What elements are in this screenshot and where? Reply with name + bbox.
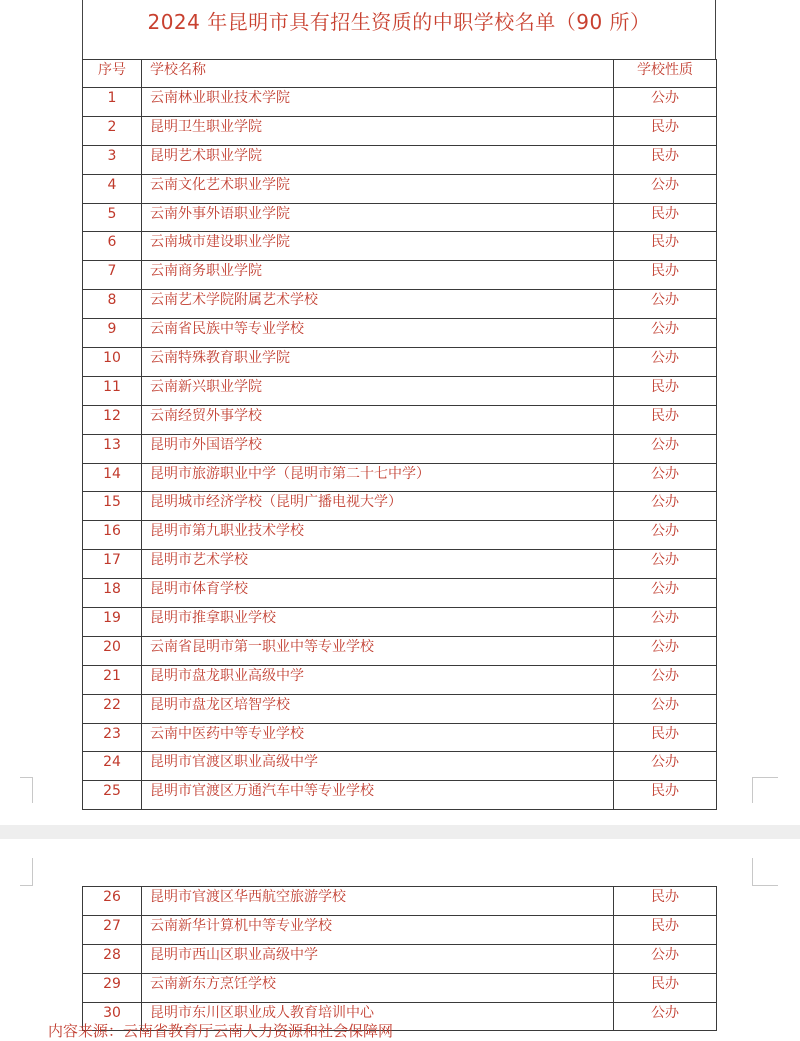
table-row <box>83 973 717 1002</box>
table-row <box>83 116 717 145</box>
school-type: 公办 <box>614 579 717 608</box>
document-title: 2024 年昆明市具有招生资质的中职学校名单（90 所） <box>147 10 651 34</box>
table-row <box>83 752 717 781</box>
row-no: 6 <box>83 232 142 261</box>
row-no: 19 <box>83 608 142 637</box>
school-name: 云南艺术学院附属艺术学校 <box>142 290 614 319</box>
school-name: 昆明市东川区职业成人教育培训中心 <box>142 1002 614 1031</box>
table-row <box>83 608 717 637</box>
school-name: 云南外事外语职业学院 <box>142 203 614 232</box>
table-row <box>83 88 717 117</box>
row-no: 7 <box>83 261 142 290</box>
school-type: 公办 <box>614 521 717 550</box>
school-name: 昆明市体育学校 <box>142 579 614 608</box>
school-type: 民办 <box>614 973 717 1002</box>
row-no: 11 <box>83 376 142 405</box>
table-row <box>83 376 717 405</box>
table-row <box>83 319 717 348</box>
school-name: 云南林业职业技术学院 <box>142 88 614 117</box>
page-corner-mark <box>752 858 778 886</box>
row-no: 18 <box>83 579 142 608</box>
table-row <box>83 232 717 261</box>
schools-table-page2 <box>82 886 717 1031</box>
school-type: 民办 <box>614 203 717 232</box>
school-name: 云南商务职业学院 <box>142 261 614 290</box>
school-type: 民办 <box>614 116 717 145</box>
row-no: 12 <box>83 405 142 434</box>
school-type: 民办 <box>614 261 717 290</box>
school-name: 昆明市推拿职业学校 <box>142 608 614 637</box>
table-row <box>83 665 717 694</box>
school-type: 公办 <box>614 636 717 665</box>
table-row <box>83 521 717 550</box>
table-row <box>83 261 717 290</box>
table-row <box>83 145 717 174</box>
school-name: 云南省昆明市第一职业中等专业学校 <box>142 636 614 665</box>
school-name: 昆明市艺术学校 <box>142 550 614 579</box>
table-row <box>83 463 717 492</box>
row-no: 20 <box>83 636 142 665</box>
table-row <box>83 290 717 319</box>
row-no: 4 <box>83 174 142 203</box>
row-no: 14 <box>83 463 142 492</box>
school-type: 民办 <box>614 915 717 944</box>
table-row <box>83 723 717 752</box>
school-type: 公办 <box>614 694 717 723</box>
school-type: 民办 <box>614 723 717 752</box>
page-corner-mark <box>752 777 778 803</box>
school-type: 民办 <box>614 887 717 916</box>
school-name: 昆明城市经济学校（昆明广播电视大学） <box>142 492 614 521</box>
school-type: 公办 <box>614 319 717 348</box>
school-name: 云南中医药中等专业学校 <box>142 723 614 752</box>
school-name: 昆明市官渡区华西航空旅游学校 <box>142 887 614 916</box>
table-row <box>83 174 717 203</box>
school-name: 云南新东方烹饪学校 <box>142 973 614 1002</box>
row-no: 28 <box>83 944 142 973</box>
table-row <box>83 579 717 608</box>
page-break <box>0 825 800 839</box>
row-no: 9 <box>83 319 142 348</box>
school-name: 昆明市官渡区职业高级中学 <box>142 752 614 781</box>
table-row <box>83 887 717 916</box>
table-row <box>83 550 717 579</box>
table-row <box>83 203 717 232</box>
school-type: 民办 <box>614 405 717 434</box>
table-row <box>83 636 717 665</box>
school-name: 云南省民族中等专业学校 <box>142 319 614 348</box>
table-row <box>83 492 717 521</box>
school-type: 公办 <box>614 434 717 463</box>
source-note: 内容来源：云南省教育厅云南人力资源和社会保障网 <box>48 1022 394 1040</box>
row-no: 2 <box>83 116 142 145</box>
table-row <box>83 944 717 973</box>
row-no: 23 <box>83 723 142 752</box>
school-type: 公办 <box>614 174 717 203</box>
school-name: 云南文化艺术职业学院 <box>142 174 614 203</box>
school-type: 民办 <box>614 376 717 405</box>
school-type: 公办 <box>614 492 717 521</box>
table-row <box>83 915 717 944</box>
school-type: 公办 <box>614 752 717 781</box>
school-type: 公办 <box>614 665 717 694</box>
row-no: 13 <box>83 434 142 463</box>
row-no: 29 <box>83 973 142 1002</box>
header-name: 学校名称 <box>142 60 614 88</box>
table-row <box>83 405 717 434</box>
header-type: 学校性质 <box>614 60 717 88</box>
school-name: 昆明市旅游职业中学（昆明市第二十七中学） <box>142 463 614 492</box>
school-name: 昆明卫生职业学院 <box>142 116 614 145</box>
school-type: 公办 <box>614 88 717 117</box>
school-name: 云南特殊教育职业学院 <box>142 348 614 377</box>
table-row <box>83 348 717 377</box>
table-row <box>83 781 717 810</box>
school-type: 公办 <box>614 290 717 319</box>
row-no: 5 <box>83 203 142 232</box>
school-type: 民办 <box>614 232 717 261</box>
row-no: 24 <box>83 752 142 781</box>
row-no: 1 <box>83 88 142 117</box>
school-type: 公办 <box>614 944 717 973</box>
school-type: 公办 <box>614 608 717 637</box>
title-box <box>82 0 716 59</box>
page-corner-mark <box>20 777 33 803</box>
school-type: 公办 <box>614 1002 717 1031</box>
table-header-row <box>83 60 717 88</box>
school-name: 昆明市官渡区万通汽车中等专业学校 <box>142 781 614 810</box>
school-type: 公办 <box>614 463 717 492</box>
school-type: 公办 <box>614 348 717 377</box>
school-name: 云南新兴职业学院 <box>142 376 614 405</box>
row-no: 25 <box>83 781 142 810</box>
row-no: 10 <box>83 348 142 377</box>
row-no: 22 <box>83 694 142 723</box>
row-no: 26 <box>83 887 142 916</box>
school-name: 昆明艺术职业学院 <box>142 145 614 174</box>
school-type: 民办 <box>614 781 717 810</box>
schools-table-page1 <box>82 59 717 810</box>
row-no: 21 <box>83 665 142 694</box>
row-no: 3 <box>83 145 142 174</box>
table-row <box>83 434 717 463</box>
row-no: 30 <box>83 1002 142 1031</box>
page-corner-mark <box>20 858 33 886</box>
school-name: 云南经贸外事学校 <box>142 405 614 434</box>
row-no: 16 <box>83 521 142 550</box>
school-name: 昆明市盘龙职业高级中学 <box>142 665 614 694</box>
school-name: 昆明市第九职业技术学校 <box>142 521 614 550</box>
school-type: 公办 <box>614 550 717 579</box>
row-no: 27 <box>83 915 142 944</box>
school-type: 民办 <box>614 145 717 174</box>
header-no: 序号 <box>83 60 142 88</box>
school-name: 昆明市西山区职业高级中学 <box>142 944 614 973</box>
table-row <box>83 694 717 723</box>
row-no: 15 <box>83 492 142 521</box>
school-name: 昆明市盘龙区培智学校 <box>142 694 614 723</box>
school-name: 云南城市建设职业学院 <box>142 232 614 261</box>
school-name: 昆明市外国语学校 <box>142 434 614 463</box>
school-name: 云南新华计算机中等专业学校 <box>142 915 614 944</box>
row-no: 8 <box>83 290 142 319</box>
row-no: 17 <box>83 550 142 579</box>
